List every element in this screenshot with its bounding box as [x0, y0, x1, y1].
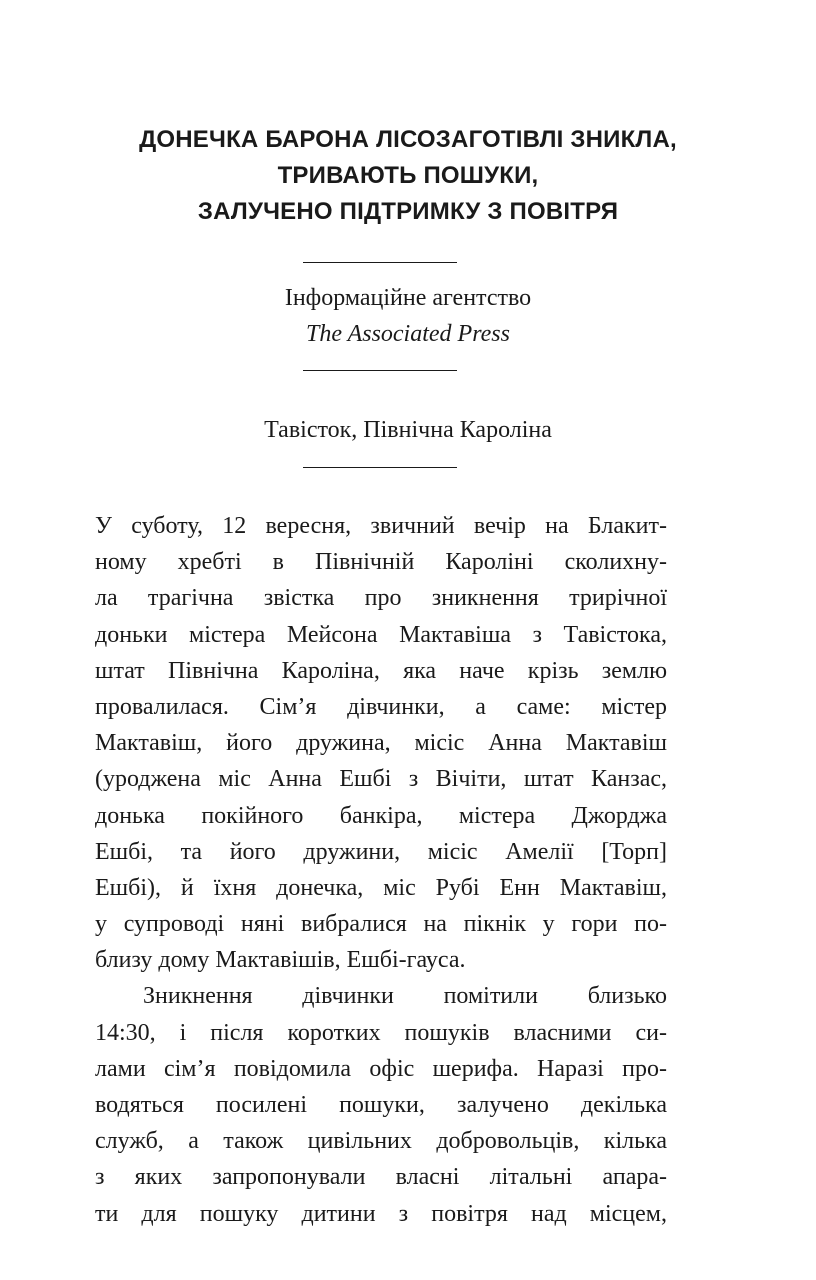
text-line: донька покійного банкіра, містера Джорджа [95, 802, 667, 829]
text-line: Ешбі, та його дружини, місіс Амелії [Торп] [95, 838, 667, 865]
text-line: водяться посилені пошуки, залучено декілька [95, 1092, 667, 1118]
divider-rule [303, 370, 457, 371]
agency-label: Інформаційне агентство [284, 285, 532, 311]
text-line: Зникнення дівчинки помітили близько [143, 983, 667, 1010]
text-line: штат Північна Кароліна, яка наче крізь землю [95, 657, 667, 684]
text-line: ти для пошуку дитини з повітря над місцем, [95, 1200, 667, 1227]
text-line: ла трагічна звістка про зникнення трирічної [95, 585, 667, 612]
divider-rule [303, 467, 457, 468]
text-line: Мактавіш, його дружина, місіс Анна Мактавіш [95, 730, 667, 757]
text-line: ному хребті в Північній Кароліні сколихну- [95, 549, 667, 576]
text-line: у супроводі няні вибралися на пікнік у гори по- [95, 911, 667, 938]
article-body [95, 508, 667, 1232]
text-line: 14:30, і після коротких пошуків власними си- [95, 1019, 667, 1046]
text-line: з яких запропонували власні літальні апара- [95, 1164, 667, 1191]
dateline: Тавісток, Північна Кароліна [264, 417, 552, 443]
text-line: У суботу, 12 вересня, звичний вечір на Блакит- [95, 513, 667, 539]
headline-line: ДОНЕЧКА БАРОНА ЛІСОЗАГОТІВЛІ ЗНИКЛА, [139, 126, 677, 153]
text-line: (уроджена міс Анна Ешбі з Вічіти, штат Канзас, [95, 766, 667, 793]
headline-line: ЗАЛУЧЕНО ПІДТРИМКУ З ПОВІТРЯ [197, 198, 619, 225]
divider-rule [303, 262, 457, 263]
text-line: доньки містера Мейсона Мактавіша з Тавістока, [95, 621, 667, 648]
text-line: служб, а також цивільних добровольців, кілька [95, 1128, 667, 1155]
text-line: близу дому Мактавішів, Ешбі-гауса. [95, 947, 466, 974]
text-line: Ешбі), й їхня донечка, міс Рубі Енн Мактавіш, [95, 874, 667, 901]
headline-line: ТРИВАЮТЬ ПОШУКИ, [277, 162, 539, 189]
text-line: провалилася. Сім’я дівчинки, а саме: містер [95, 693, 667, 720]
agency-name: The Associated Press [306, 321, 510, 347]
text-line: лами сім’я повідомила офіс шерифа. Наразі про- [95, 1055, 667, 1082]
paragraph-2 [95, 978, 667, 1231]
news-agency-credit [60, 280, 756, 352]
article-headline [60, 122, 756, 230]
paragraph-1 [95, 508, 667, 978]
